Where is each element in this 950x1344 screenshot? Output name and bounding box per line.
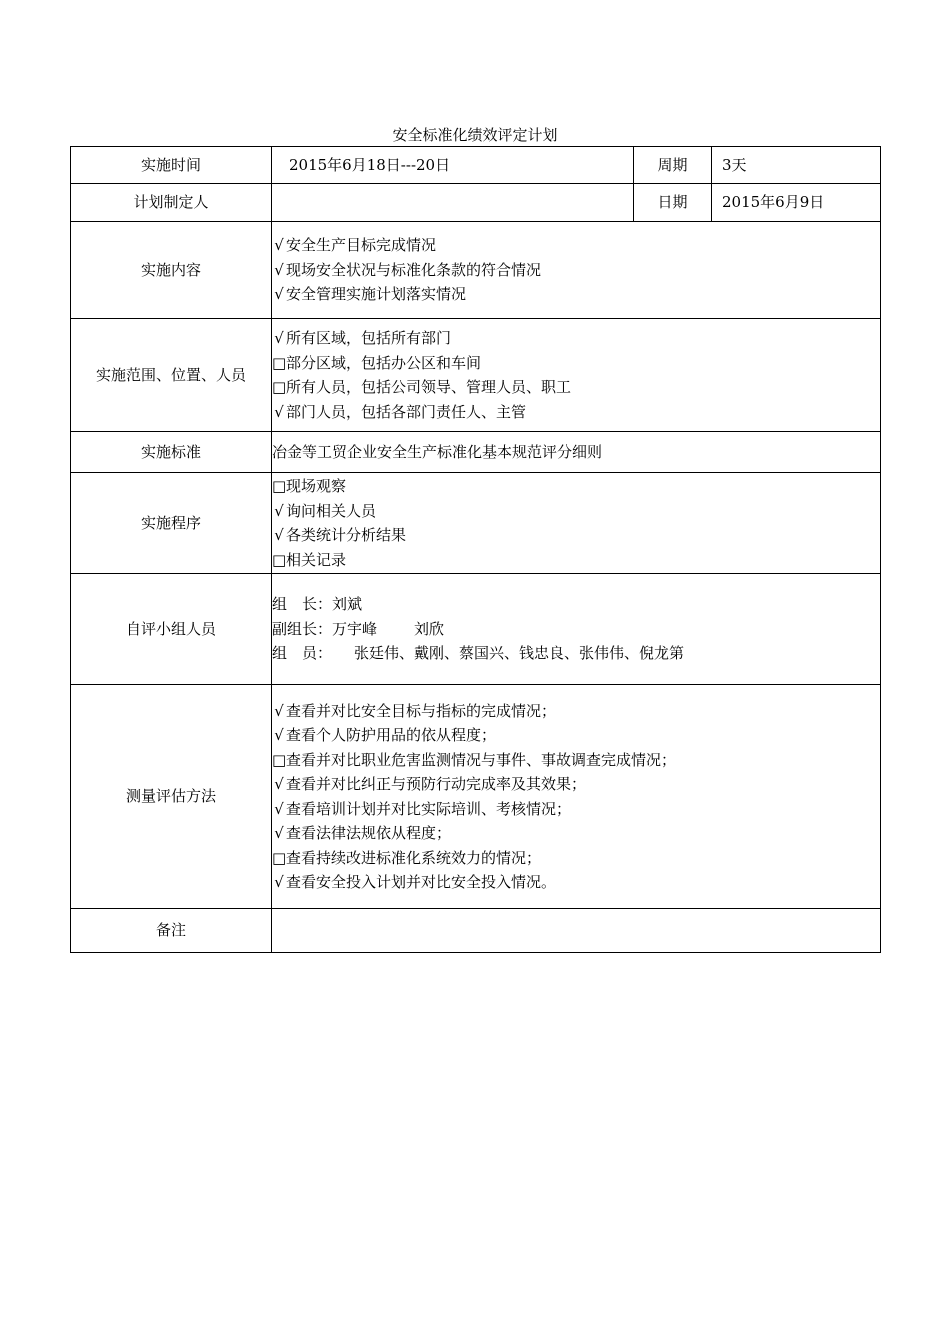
row-implementation-time xyxy=(71,147,881,184)
list-item-text: 查看并对比职业危害监测情况与事件、事故调查完成情况； xyxy=(286,750,677,769)
value-remarks xyxy=(272,909,881,953)
checked-mark: √ xyxy=(274,775,284,793)
list-item xyxy=(272,846,880,871)
unchecked-box: □ xyxy=(272,750,287,769)
label-date: 日期 xyxy=(634,184,712,222)
row-procedure xyxy=(71,473,881,574)
method-list xyxy=(272,685,881,909)
list-item-text: 查看法律法规依从程度； xyxy=(286,824,452,842)
list-item xyxy=(272,233,880,258)
checked-mark: √ xyxy=(274,236,284,255)
list-item-text: 查看并对比安全目标与指标的完成情况； xyxy=(286,701,557,720)
content-list xyxy=(272,222,881,319)
value-date: 2015年6月9日 xyxy=(712,184,881,222)
procedure-list xyxy=(272,473,881,574)
list-item xyxy=(272,400,880,425)
checked-mark: √ xyxy=(274,260,284,279)
unchecked-box: □ xyxy=(272,550,287,569)
label-period: 周期 xyxy=(634,147,712,184)
list-item-text: 查看安全投入计划并对比安全投入情况。 xyxy=(286,873,557,891)
row-standard xyxy=(71,432,881,473)
team-members-names: 张廷伟、戴刚、蔡国兴、钱忠良、张伟伟、倪龙第 xyxy=(354,644,685,663)
team-deputy-label: 副组长： xyxy=(272,619,333,638)
row-team xyxy=(71,574,881,685)
label-implementation-time: 实施时间 xyxy=(71,147,272,184)
label-scope: 实施范围、位置、人员 xyxy=(71,319,272,432)
label-team: 自评小组人员 xyxy=(71,574,272,685)
list-item xyxy=(272,474,880,499)
list-item xyxy=(272,699,880,724)
unchecked-box: □ xyxy=(272,353,287,372)
team-leader-label: 组 长： xyxy=(272,595,333,614)
checked-mark: √ xyxy=(274,402,284,421)
label-standard: 实施标准 xyxy=(71,432,272,473)
evaluation-plan-table xyxy=(70,146,881,953)
list-item-text: 部门人员，包括各部门责任人、主管 xyxy=(286,402,527,421)
list-item xyxy=(272,821,880,846)
list-item xyxy=(272,499,880,524)
document-title: 安全标准化绩效评定计划 xyxy=(392,126,558,144)
list-item xyxy=(272,258,880,283)
list-item-text: 安全生产目标完成情况 xyxy=(286,236,437,255)
label-content: 实施内容 xyxy=(71,222,272,319)
list-item xyxy=(272,282,880,307)
team-leader-name: 刘斌 xyxy=(332,595,363,614)
list-item xyxy=(272,351,880,376)
list-item-text: 查看持续改进标准化系统效力的情况； xyxy=(286,848,542,867)
list-item xyxy=(272,748,880,773)
checked-mark: √ xyxy=(274,824,284,842)
row-scope xyxy=(71,319,881,432)
list-item-text: 相关记录 xyxy=(286,550,347,569)
value-implementation-time: 2015年6月18日---20日 xyxy=(272,147,634,184)
checked-mark: √ xyxy=(274,526,284,544)
list-item-text: 询问相关人员 xyxy=(286,501,377,520)
row-planner xyxy=(71,184,881,222)
label-method: 测量评估方法 xyxy=(71,685,272,909)
row-remarks xyxy=(71,909,881,953)
team-deputy-name-1: 万宇峰 xyxy=(332,619,378,638)
list-item xyxy=(272,772,880,797)
team-deputy-name-2: 刘欣 xyxy=(414,619,445,638)
team-members xyxy=(272,574,881,685)
team-leader-row xyxy=(272,592,880,617)
value-planner xyxy=(272,184,634,222)
team-members-label: 组 员： xyxy=(272,644,333,663)
checked-mark: √ xyxy=(274,285,284,304)
list-item-text: 安全管理实施计划落实情况 xyxy=(286,285,467,304)
list-item xyxy=(272,723,880,748)
list-item xyxy=(272,523,880,548)
team-members-row xyxy=(272,641,880,666)
list-item xyxy=(272,326,880,351)
list-item xyxy=(272,870,880,895)
value-standard: 冶金等工贸企业安全生产标准化基本规范评分细则 xyxy=(272,432,881,473)
label-planner: 计划制定人 xyxy=(71,184,272,222)
list-item-text: 现场观察 xyxy=(286,477,347,495)
row-method xyxy=(71,685,881,909)
team-deputy-row xyxy=(272,617,880,642)
list-item-text: 所有人员，包括公司领导、管理人员、职工 xyxy=(286,378,572,396)
scope-list xyxy=(272,319,881,432)
unchecked-box: □ xyxy=(272,848,287,867)
checked-mark: √ xyxy=(274,799,284,818)
value-period: 3天 xyxy=(712,147,881,184)
list-item-text: 查看培训计划并对比实际培训、考核情况； xyxy=(286,799,572,818)
unchecked-box: □ xyxy=(272,477,287,495)
checked-mark: √ xyxy=(274,501,284,520)
list-item-text: 现场安全状况与标准化条款的符合情况 xyxy=(286,260,542,279)
label-remarks: 备注 xyxy=(71,909,272,953)
list-item-text: 查看个人防护用品的依从程度； xyxy=(286,726,497,744)
checked-mark: √ xyxy=(274,873,284,891)
checked-mark: √ xyxy=(274,726,284,744)
list-item xyxy=(272,375,880,400)
list-item xyxy=(272,548,880,573)
list-item-text: 所有区域，包括所有部门 xyxy=(286,329,452,347)
list-item-text: 部分区域，包括办公区和车间 xyxy=(286,353,482,372)
checked-mark: √ xyxy=(274,701,284,720)
label-procedure: 实施程序 xyxy=(71,473,272,574)
list-item-text: 查看并对比纠正与预防行动完成率及其效果； xyxy=(286,775,587,793)
row-content xyxy=(71,222,881,319)
list-item-text: 各类统计分析结果 xyxy=(286,526,407,544)
list-item xyxy=(272,797,880,822)
unchecked-box: □ xyxy=(272,378,287,396)
checked-mark: √ xyxy=(274,329,284,347)
